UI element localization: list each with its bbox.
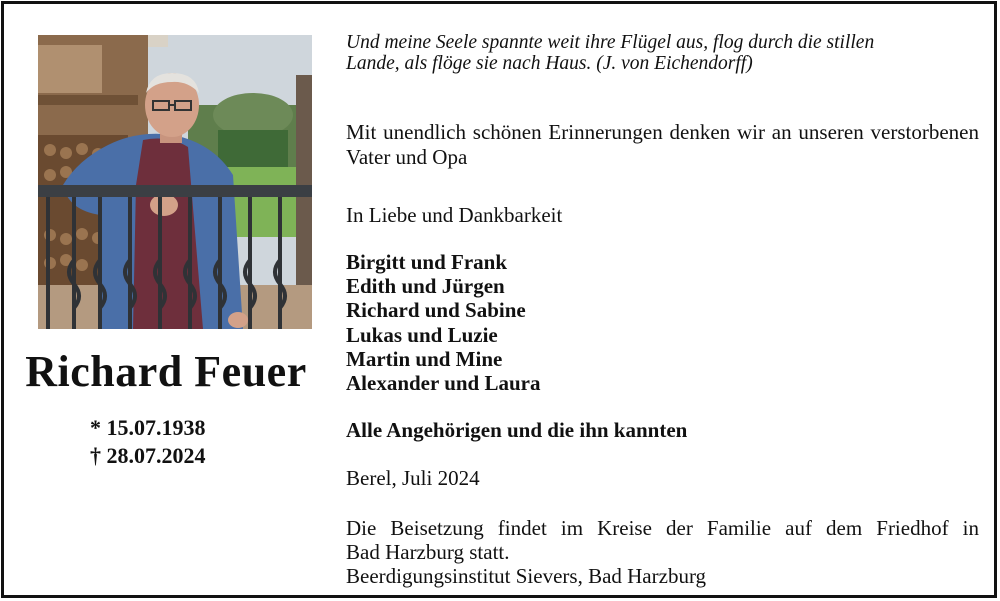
place-date: Berel, Juli 2024 — [346, 466, 480, 490]
eichendorff-quote — [346, 32, 986, 74]
memorial-intro: Mit unendlich schönen Erinnerungen denken wir an unseren verstorbenen Vater und Opa — [346, 120, 979, 169]
death-date: † 28.07.2024 — [90, 443, 206, 468]
family-member: Alexander und Laura — [346, 371, 541, 396]
family-member: Martin und Mine — [346, 346, 503, 371]
notice-line-3: Beerdigungsinstitut Sievers, Bad Harzburg — [346, 564, 707, 588]
burial-notice — [346, 516, 979, 588]
quote-line-2: Lande, als flöge sie nach Haus. (J. von Eichendorff) — [346, 53, 753, 74]
relatives-line: Alle Angehörigen und die ihn kannten — [346, 418, 688, 442]
family-member: Lukas und Luzie — [346, 322, 498, 347]
family-member: Edith und Jürgen — [346, 274, 505, 299]
notice-line-1: Die Beisetzung findet im Kreise der Familie auf dem Friedhof in — [346, 516, 979, 540]
family-member: Richard und Sabine — [346, 298, 526, 323]
birth-date: * 15.07.1938 — [90, 415, 206, 440]
notice-line-2: Bad Harzburg statt. — [346, 540, 510, 564]
deceased-name: Richard Feuer — [25, 347, 307, 396]
quote-line-1: Und meine Seele spannte weit ihre Flügel aus, flog durch die stillen — [346, 32, 875, 53]
thanks-line: In Liebe und Dankbarkeit — [346, 203, 563, 227]
portrait-illustration — [38, 35, 312, 329]
obituary-card — [1, 1, 997, 598]
life-dates — [90, 414, 250, 470]
family-list — [346, 250, 541, 395]
family-member: Birgitt und Frank — [346, 250, 508, 274]
portrait-photo — [38, 35, 312, 329]
